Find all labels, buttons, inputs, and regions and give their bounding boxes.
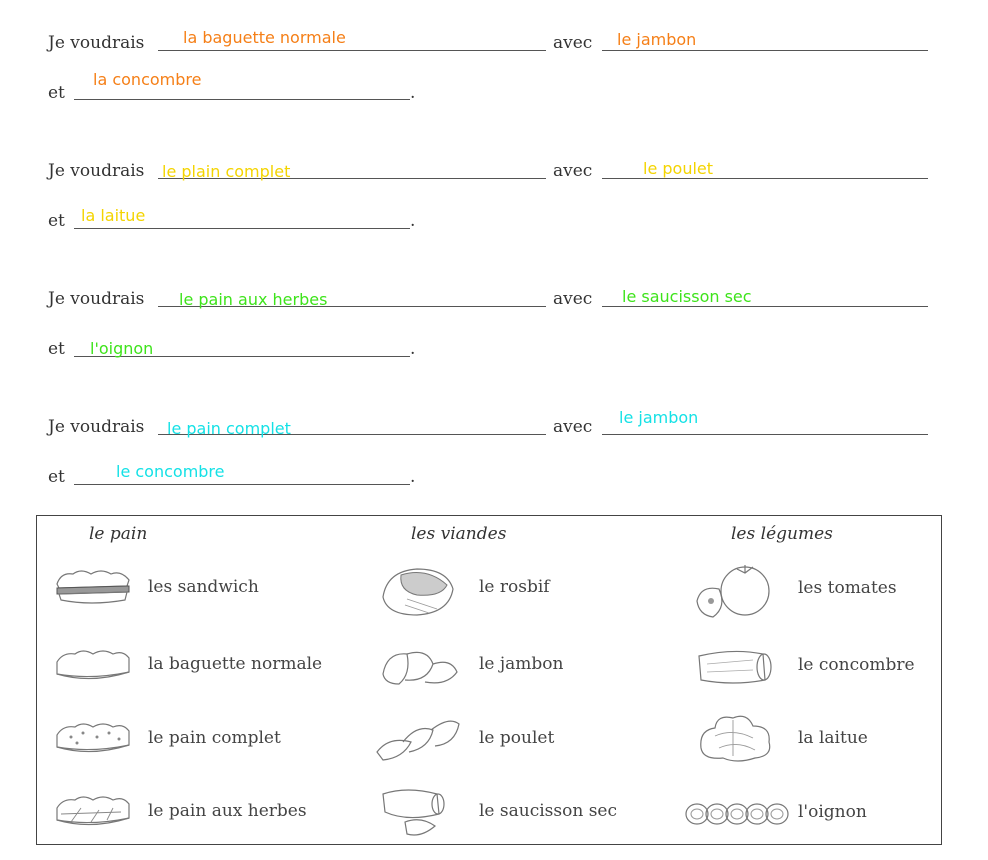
roast-beef-icon bbox=[377, 561, 461, 621]
meat-answer[interactable]: le jambon bbox=[617, 30, 697, 49]
item-le-pain-complet: le pain complet bbox=[148, 728, 281, 748]
bread-answer[interactable]: le pain aux herbes bbox=[179, 290, 328, 309]
et-label: et bbox=[48, 339, 65, 359]
je-voudrais-label: Je voudrais bbox=[48, 161, 145, 181]
meat-answer[interactable]: le poulet bbox=[643, 159, 714, 178]
item-le-pain-aux-herbes: le pain aux herbes bbox=[148, 801, 307, 821]
vegetable-answer[interactable]: l'oignon bbox=[90, 339, 154, 358]
item-les-tomates: les tomates bbox=[798, 578, 897, 598]
cucumber-icon bbox=[693, 646, 777, 690]
tomato-icon bbox=[693, 561, 777, 623]
period: . bbox=[410, 467, 416, 487]
meat-blank[interactable] bbox=[602, 434, 928, 435]
avec-label: avec bbox=[553, 161, 593, 181]
sausage-icon bbox=[377, 784, 461, 840]
chicken-icon bbox=[373, 714, 463, 764]
heading-le-pain: le pain bbox=[89, 524, 148, 544]
avec-label: avec bbox=[553, 33, 593, 53]
avec-label: avec bbox=[553, 289, 593, 309]
vegetable-answer[interactable]: la laitue bbox=[81, 206, 146, 225]
vegetable-answer[interactable]: le concombre bbox=[116, 462, 225, 481]
item-le-concombre: le concombre bbox=[798, 655, 915, 675]
item-la-baguette-normale: la baguette normale bbox=[148, 654, 323, 674]
item-le-saucisson-sec: le saucisson sec bbox=[479, 801, 618, 821]
vegetable-blank[interactable] bbox=[74, 228, 410, 229]
bread-answer[interactable]: le plain complet bbox=[162, 162, 291, 181]
bread-answer[interactable]: la baguette normale bbox=[183, 28, 346, 47]
meat-blank[interactable] bbox=[602, 178, 928, 179]
vegetable-blank[interactable] bbox=[74, 99, 410, 100]
vegetable-blank[interactable] bbox=[74, 484, 410, 485]
herb-bread-icon bbox=[51, 792, 135, 832]
item-le-rosbif: le rosbif bbox=[479, 577, 550, 597]
je-voudrais-label: Je voudrais bbox=[48, 33, 145, 53]
vegetable-answer[interactable]: la concombre bbox=[93, 70, 202, 89]
bread-answer[interactable]: le pain complet bbox=[167, 419, 291, 438]
et-label: et bbox=[48, 83, 65, 103]
sandwich-icon bbox=[51, 566, 135, 608]
ham-icon bbox=[377, 644, 461, 690]
heading-les-legumes: les légumes bbox=[731, 524, 833, 544]
item-le-jambon: le jambon bbox=[479, 654, 564, 674]
avec-label: avec bbox=[553, 417, 593, 437]
onion-icon bbox=[683, 799, 793, 829]
word-bank bbox=[36, 515, 942, 845]
period: . bbox=[410, 339, 416, 359]
et-label: et bbox=[48, 467, 65, 487]
lettuce-icon bbox=[693, 710, 777, 764]
je-voudrais-label: Je voudrais bbox=[48, 417, 145, 437]
period: . bbox=[410, 83, 416, 103]
meat-blank[interactable] bbox=[602, 306, 928, 307]
item-les-sandwich: les sandwich bbox=[148, 577, 259, 597]
bread-blank[interactable] bbox=[158, 50, 546, 51]
heading-les-viandes: les viandes bbox=[411, 524, 507, 544]
je-voudrais-label: Je voudrais bbox=[48, 289, 145, 309]
meat-answer[interactable]: le saucisson sec bbox=[622, 287, 752, 306]
item-la-laitue: la laitue bbox=[798, 728, 868, 748]
item-le-poulet: le poulet bbox=[479, 728, 555, 748]
et-label: et bbox=[48, 211, 65, 231]
item-l-oignon: l'oignon bbox=[798, 802, 867, 822]
meat-answer[interactable]: le jambon bbox=[619, 408, 699, 427]
wholemeal-bread-icon bbox=[51, 719, 135, 759]
baguette-icon bbox=[51, 646, 135, 686]
period: . bbox=[410, 211, 416, 231]
meat-blank[interactable] bbox=[602, 50, 928, 51]
